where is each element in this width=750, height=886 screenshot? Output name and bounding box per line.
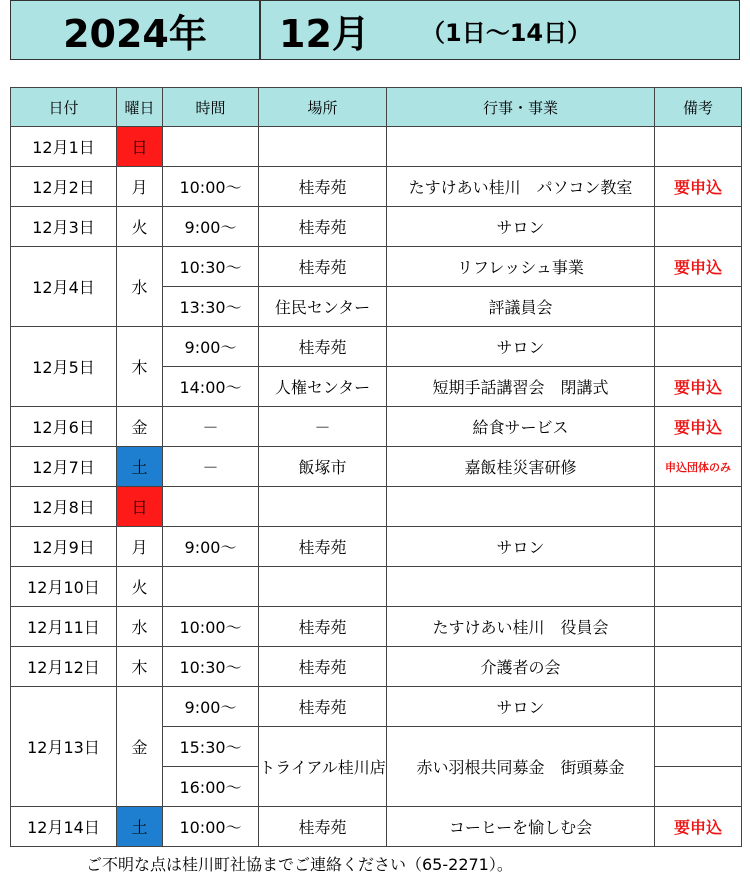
table-row xyxy=(11,247,742,287)
event-cell: コーヒーを愉しむ会 xyxy=(387,807,655,847)
note-cell xyxy=(655,727,742,767)
weekday-cell: 土 xyxy=(117,807,163,847)
weekday-cell: 火 xyxy=(117,567,163,607)
weekday-cell: 水 xyxy=(117,247,163,327)
weekday-cell: 月 xyxy=(117,167,163,207)
weekday-cell: 月 xyxy=(117,527,163,567)
event-cell: 短期手話講習会 閉講式 xyxy=(387,367,655,407)
place-cell: 住民センター xyxy=(259,287,387,327)
col-header-time: 時間 xyxy=(163,88,259,127)
date-cell: 12月8日 xyxy=(11,487,117,527)
place-cell: 桂寿苑 xyxy=(259,687,387,727)
note-cell: 要申込 xyxy=(655,407,742,447)
note-cell xyxy=(655,487,742,527)
title-banner xyxy=(10,0,740,60)
place-cell xyxy=(259,127,387,167)
schedule-table xyxy=(10,87,742,847)
note-cell xyxy=(655,607,742,647)
place-cell: 桂寿苑 xyxy=(259,647,387,687)
time-cell: 10:00～ xyxy=(163,807,259,847)
table-row xyxy=(11,567,742,607)
time-cell: 15:30～ xyxy=(163,727,259,767)
weekday-cell: 水 xyxy=(117,607,163,647)
table-header-row xyxy=(11,88,742,127)
date-cell: 12月2日 xyxy=(11,167,117,207)
weekday-cell: 火 xyxy=(117,207,163,247)
note-cell: 要申込 xyxy=(655,367,742,407)
date-cell: 12月5日 xyxy=(11,327,117,407)
col-header-note: 備考 xyxy=(655,88,742,127)
place-cell: 人権センター xyxy=(259,367,387,407)
table-row xyxy=(11,487,742,527)
col-header-event: 行事・事業 xyxy=(387,88,655,127)
weekday-cell: 金 xyxy=(117,407,163,447)
table-row xyxy=(11,327,742,367)
table-row xyxy=(11,447,742,487)
event-cell xyxy=(387,487,655,527)
time-cell: 10:30～ xyxy=(163,247,259,287)
note-cell xyxy=(655,647,742,687)
place-cell: トライアル桂川店 xyxy=(259,727,387,807)
date-cell: 12月3日 xyxy=(11,207,117,247)
note-cell xyxy=(655,567,742,607)
note-cell xyxy=(655,527,742,567)
place-cell: 桂寿苑 xyxy=(259,167,387,207)
time-cell: 14:00～ xyxy=(163,367,259,407)
date-cell: 12月10日 xyxy=(11,567,117,607)
note-cell xyxy=(655,687,742,727)
event-cell: 赤い羽根共同募金 街頭募金 xyxy=(387,727,655,807)
time-cell xyxy=(163,567,259,607)
table-row xyxy=(11,687,742,727)
col-header-weekday: 曜日 xyxy=(117,88,163,127)
year-title: 2024年 xyxy=(11,1,261,59)
date-cell: 12月12日 xyxy=(11,647,117,687)
event-cell: 介護者の会 xyxy=(387,647,655,687)
note-cell: 申込団体のみ xyxy=(655,447,742,487)
date-cell: 12月13日 xyxy=(11,687,117,807)
event-cell: たすけあい桂川 役員会 xyxy=(387,607,655,647)
note-cell: 要申込 xyxy=(655,807,742,847)
weekday-cell: 日 xyxy=(117,127,163,167)
date-cell: 12月11日 xyxy=(11,607,117,647)
contact-footer-note: ご不明な点は桂川町社協までご連絡ください（65-2271）。 xyxy=(86,855,513,874)
time-cell xyxy=(163,487,259,527)
time-cell xyxy=(163,127,259,167)
note-cell xyxy=(655,327,742,367)
weekday-cell: 土 xyxy=(117,447,163,487)
time-cell: － xyxy=(163,407,259,447)
table-row xyxy=(11,407,742,447)
note-cell xyxy=(655,287,742,327)
table-row xyxy=(11,207,742,247)
event-cell xyxy=(387,127,655,167)
event-cell: 評議員会 xyxy=(387,287,655,327)
place-cell xyxy=(259,487,387,527)
note-cell xyxy=(655,767,742,807)
table-row xyxy=(11,167,742,207)
weekday-cell: 金 xyxy=(117,687,163,807)
time-cell: 9:00～ xyxy=(163,207,259,247)
date-cell: 12月14日 xyxy=(11,807,117,847)
event-cell: サロン xyxy=(387,327,655,367)
place-cell: － xyxy=(259,407,387,447)
date-range: （1日～14日） xyxy=(421,18,592,47)
col-header-place: 場所 xyxy=(259,88,387,127)
place-cell: 桂寿苑 xyxy=(259,807,387,847)
date-cell: 12月4日 xyxy=(11,247,117,327)
weekday-cell: 木 xyxy=(117,647,163,687)
place-cell: 桂寿苑 xyxy=(259,207,387,247)
table-row xyxy=(11,807,742,847)
time-cell: 10:30～ xyxy=(163,647,259,687)
time-cell: 9:00～ xyxy=(163,687,259,727)
weekday-cell: 木 xyxy=(117,327,163,407)
place-cell: 飯塚市 xyxy=(259,447,387,487)
time-cell: 13:30～ xyxy=(163,287,259,327)
table-row xyxy=(11,527,742,567)
col-header-date: 日付 xyxy=(11,88,117,127)
weekday-cell: 日 xyxy=(117,487,163,527)
table-row xyxy=(11,647,742,687)
time-cell: 10:00～ xyxy=(163,167,259,207)
place-cell: 桂寿苑 xyxy=(259,247,387,287)
event-cell: サロン xyxy=(387,527,655,567)
event-cell: 嘉飯桂災害研修 xyxy=(387,447,655,487)
note-cell: 要申込 xyxy=(655,167,742,207)
event-cell: たすけあい桂川 パソコン教室 xyxy=(387,167,655,207)
place-cell: 桂寿苑 xyxy=(259,327,387,367)
table-row xyxy=(11,607,742,647)
table-row xyxy=(11,127,742,167)
place-cell: 桂寿苑 xyxy=(259,607,387,647)
note-cell xyxy=(655,127,742,167)
date-cell: 12月1日 xyxy=(11,127,117,167)
time-cell: 16:00～ xyxy=(163,767,259,807)
note-cell xyxy=(655,207,742,247)
time-cell: － xyxy=(163,447,259,487)
time-cell: 9:00～ xyxy=(163,527,259,567)
date-cell: 12月6日 xyxy=(11,407,117,447)
date-cell: 12月7日 xyxy=(11,447,117,487)
month-title: 12月 xyxy=(279,11,370,56)
place-cell: 桂寿苑 xyxy=(259,527,387,567)
event-cell: サロン xyxy=(387,207,655,247)
event-cell: サロン xyxy=(387,687,655,727)
time-cell: 10:00～ xyxy=(163,607,259,647)
note-cell: 要申込 xyxy=(655,247,742,287)
event-cell xyxy=(387,567,655,607)
place-cell xyxy=(259,567,387,607)
event-cell: 給食サービス xyxy=(387,407,655,447)
time-cell: 9:00～ xyxy=(163,327,259,367)
event-cell: リフレッシュ事業 xyxy=(387,247,655,287)
date-cell: 12月9日 xyxy=(11,527,117,567)
